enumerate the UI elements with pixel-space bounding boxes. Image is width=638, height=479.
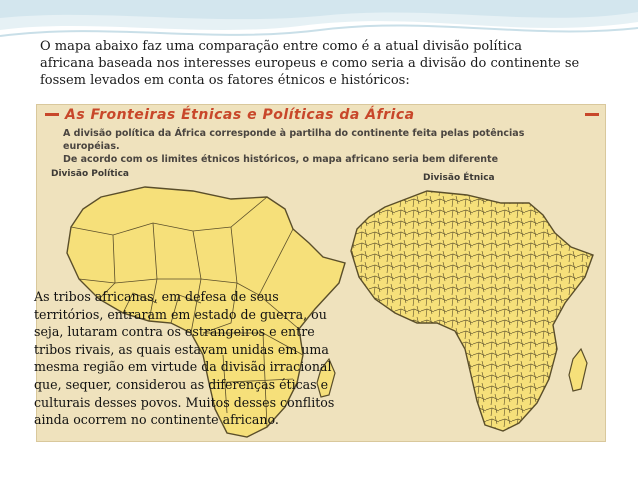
body-line: que, sequer, considerou as diferenças éticas e [34, 376, 329, 392]
madagascar-shape [569, 349, 587, 391]
body-paragraph [34, 288, 379, 429]
intro-line: fossem levados em conta os fatores étnicos e históricos: [40, 73, 410, 88]
title-bar-decoration [45, 113, 59, 116]
political-map-label: Divisão Política [51, 169, 129, 179]
body-line: ainda ocorrem no continente africano. [34, 412, 279, 428]
body-line: seja, lutaram contra os estrangeiros e entre [34, 324, 315, 340]
subtitle-line: De acordo com os limites étnicos históricos, o mapa africano seria bem diferente [63, 154, 499, 165]
body-line: As tribos africanas, em defesa de seus [34, 289, 279, 304]
figure-title: As Fronteiras Étnicas e Políticas da África [65, 107, 415, 123]
body-line: mesma região em virtude da divisão irracional [34, 359, 332, 375]
body-line: culturais desses povos. Muitos desses conflitos [34, 394, 335, 410]
subtitle-line: A divisão política da África corresponde à partilha do continente feita pelas potências européias. [63, 128, 525, 152]
intro-line: O mapa abaixo faz uma comparação entre como é a atual divisão política [40, 39, 522, 54]
ethnic-division-map [343, 185, 601, 435]
body-line: territórios, entraram em estado de guerra, ou [34, 306, 327, 322]
intro-paragraph [40, 38, 625, 89]
intro-line: africana baseada nos interesses europeus e como seria a divisão do continente se [40, 56, 580, 71]
figure-subtitle [63, 127, 583, 166]
body-line: tribos rivais, as quais estavam unidas em uma [34, 341, 329, 357]
title-bar-decoration [585, 113, 599, 116]
ethnic-map-label: Divisão Étnica [423, 173, 495, 183]
